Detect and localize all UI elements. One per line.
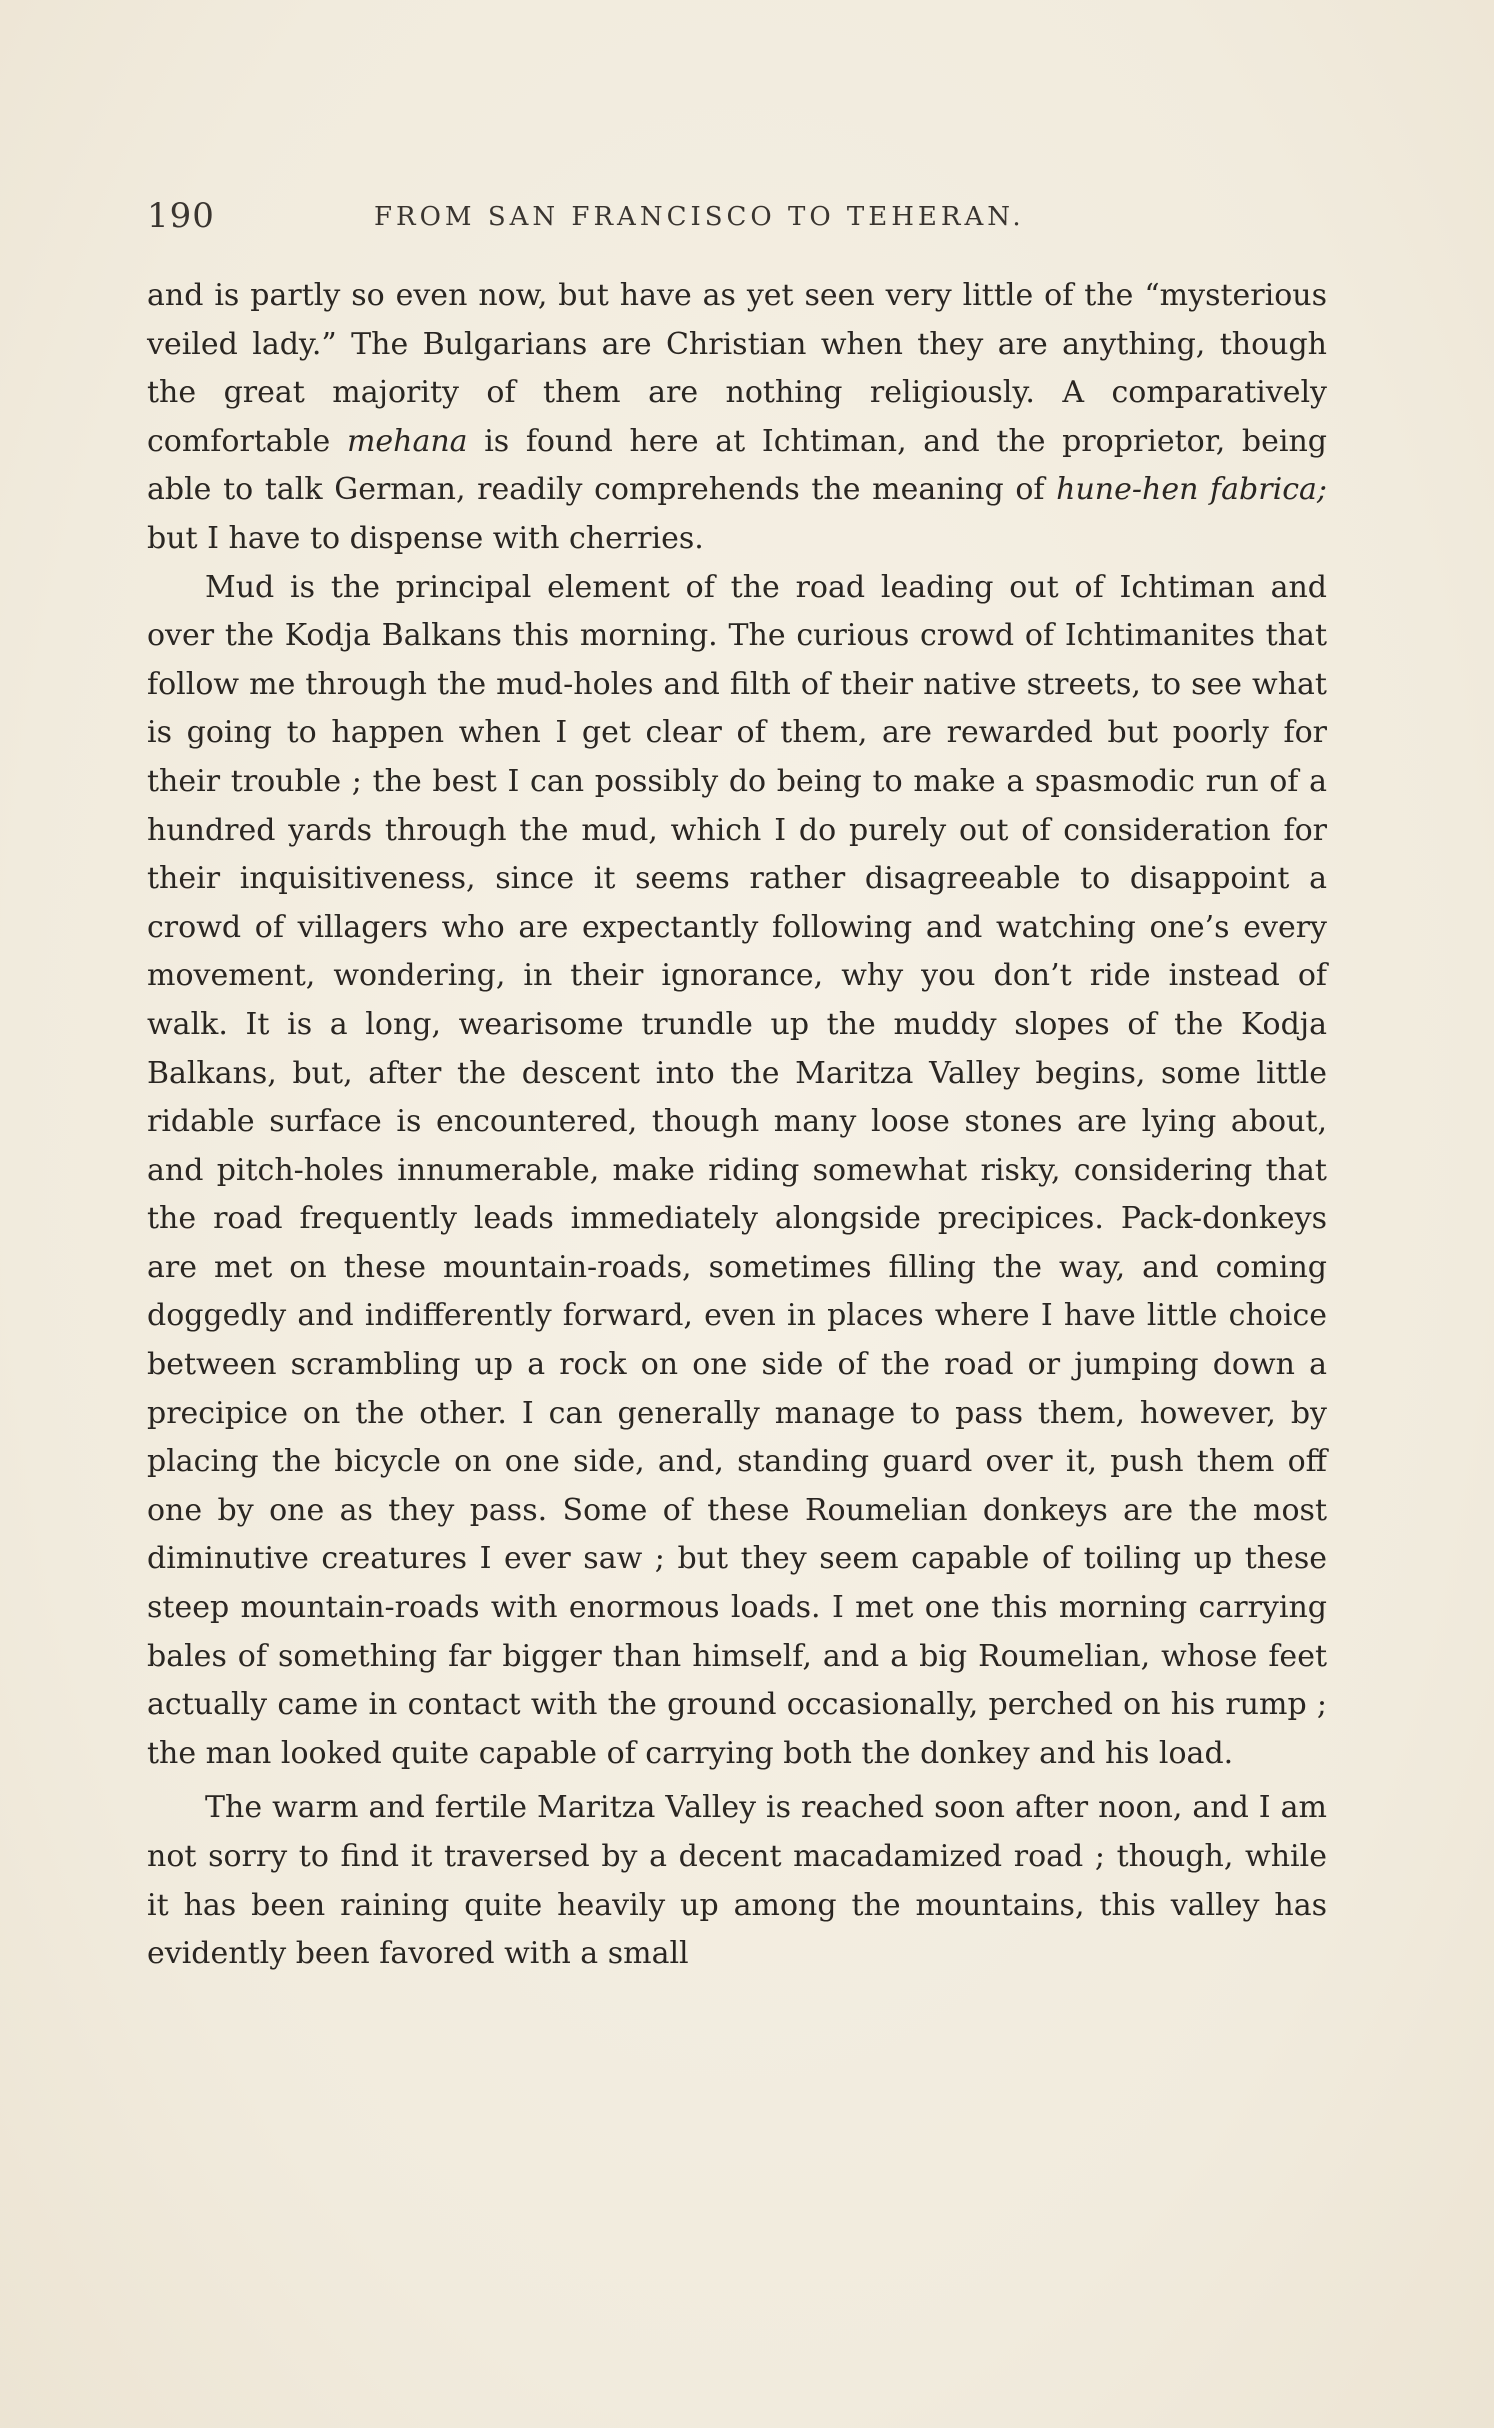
italic-mehana: mehana [346,423,468,459]
body-text [147,272,1327,1979]
paragraph-1 [147,272,1327,564]
paragraph-3: The warm and fertile Maritza Valley is reached soon after noon, and I am not sorry to find it traversed by a decent macadamized road ; though, while it has been raining quite heavily up among the mountains, this valley has evidently been favored with a small [147,1790,1327,1972]
paragraph-1-text-b: is found here at Ichtiman, and the proprietor, being able to talk German, readily comprehends the meaning of [147,423,1327,508]
paragraph-1-text-c: but I have to dispense with cherries. [147,520,704,556]
page-number: 190 [147,196,215,236]
running-title: FROM SAN FRANCISCO TO TEHERAN. [374,202,1025,232]
italic-hune-hen-fabrica: hune-hen fabrica; [1056,472,1327,508]
paragraph-2: Mud is the principal element of the road leading out of Ichtiman and over the Kodja Balkans this morning. The curious crowd of Ichtimanites that follow me through the mud-holes and filth of their native streets, to see what is going to happen when I get clear of them, are rewarded but poorly for their trouble ; the best I can possibly do being to make a spasmodic run of a hundred yards through the mud, which I do purely out of consideration for their inquisitiveness, since it seems rather disagreeable to disappoint a crowd of villagers who are expectantly following and watching one’s every movement, wondering, in their ignorance, why you don’t ride instead of walk. It is a long, wearisome trundle up the muddy slopes of the Kodja Balkans, but, after the descent into the Maritza Valley begins, some little ridable surface is encountered, though many loose stones are lying about, and pitch-holes innumerable, make riding somewhat risky, considering that the road frequently leads immediately alongside precipices. Pack-donkeys are met on these mountain-roads, sometimes filling the way, and coming doggedly and indifferently forward, even in places where I have little choice between scrambling up a rock on one side of the road or jumping down a precipice on the other. I can generally manage to pass them, however, by placing the bicycle on one side, and, standing guard over it, push them off one by one as they pass. Some of these Roumelian donkeys are the most diminutive creatures I ever saw ; but they seem capable of toiling up these steep mountain-roads with enormous loads. I met one this morning carrying bales of something far bigger than himself, and a big Roumelian, whose feet actually came in contact with the ground occasionally, perched on his rump ; the man looked quite capable of carrying both the donkey and his load. [147,569,1327,1771]
running-head [147,196,1327,246]
paragraph-1-text-a: and is partly so even now, but have as yet seen very little of the “mysterious veiled lady.” The Bulgarians are Christian when they are anything, though the great majority of them are nothing religiously. A comparatively comfortable [147,278,1327,459]
